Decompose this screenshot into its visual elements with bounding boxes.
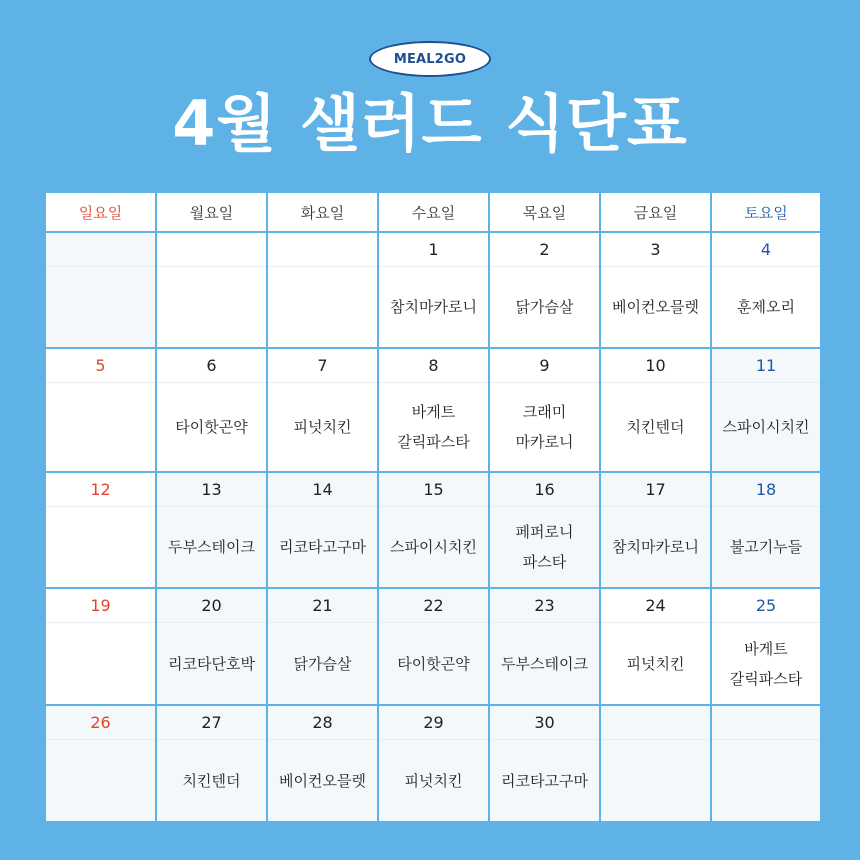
calendar-day-cell	[490, 233, 599, 347]
menu-item: 두부스테이크	[501, 654, 588, 673]
day-number: 27	[157, 706, 266, 740]
day-number: 13	[157, 473, 266, 507]
calendar-day-cell	[712, 706, 820, 821]
calendar-day-cell	[157, 589, 266, 704]
calendar-day-cell	[379, 233, 488, 347]
calendar-day-cell	[379, 706, 488, 821]
weekday-header: 금요일	[601, 193, 710, 231]
day-number: 17	[601, 473, 710, 507]
menu-item: 스파이시치킨	[390, 538, 477, 556]
menu-item: 닭가슴살	[293, 654, 352, 673]
day-number: 10	[601, 349, 710, 383]
menu-item: 페퍼로니 파스타	[515, 523, 574, 571]
calendar-day-cell	[379, 473, 488, 587]
weekday-header: 화요일	[268, 193, 377, 231]
calendar-day-cell	[157, 473, 266, 587]
menu-item: 치킨텐더	[182, 771, 241, 790]
calendar-day-cell	[712, 589, 820, 704]
menu-item: 타이핫곤약	[397, 654, 470, 673]
day-number: 6	[157, 349, 266, 383]
day-number: 14	[268, 473, 377, 507]
day-number: 24	[601, 589, 710, 623]
weekday-header: 수요일	[379, 193, 488, 231]
calendar-day-cell	[46, 233, 155, 347]
calendar-day-cell	[601, 706, 710, 821]
day-number: 30	[490, 706, 599, 740]
day-number: 12	[46, 473, 155, 507]
weekday-header: 목요일	[490, 193, 599, 231]
day-number: 25	[712, 589, 820, 623]
day-number: 15	[379, 473, 488, 507]
menu-item: 피넛치킨	[293, 418, 352, 436]
calendar-day-cell	[601, 349, 710, 471]
calendar-day-cell	[379, 589, 488, 704]
calendar-day-cell	[601, 233, 710, 347]
calendar-day-cell	[379, 349, 488, 471]
calendar-day-cell	[712, 349, 820, 471]
menu-item: 바게트 갈릭파스타	[729, 639, 803, 688]
menu-item: 베이컨오믈렛	[612, 298, 699, 316]
day-number: 1	[379, 233, 488, 267]
menu-item: 피넛치킨	[626, 654, 685, 673]
menu-item	[46, 507, 155, 587]
calendar-day-cell	[46, 706, 155, 821]
day-number	[46, 233, 155, 267]
menu-item: 리코타고구마	[279, 538, 366, 556]
day-number: 20	[157, 589, 266, 623]
menu-item	[157, 267, 266, 347]
calendar-day-cell	[46, 473, 155, 587]
calendar-day-cell	[490, 706, 599, 821]
calendar-day-cell	[490, 589, 599, 704]
day-number: 26	[46, 706, 155, 740]
calendar-day-cell	[157, 349, 266, 471]
menu-item	[46, 267, 155, 347]
day-number: 4	[712, 233, 820, 267]
calendar-day-cell	[268, 589, 377, 704]
menu-item: 참치마카로니	[390, 298, 477, 316]
day-number: 23	[490, 589, 599, 623]
menu-item: 훈제오리	[737, 298, 795, 316]
calendar-day-cell	[490, 349, 599, 471]
calendar-day-cell	[46, 349, 155, 471]
day-number: 22	[379, 589, 488, 623]
calendar-day-cell	[268, 349, 377, 471]
logo-text: MEAL2GO	[393, 51, 467, 67]
calendar-day-cell	[268, 233, 377, 347]
menu-item: 타이핫곤약	[175, 418, 248, 436]
day-number: 2	[490, 233, 599, 267]
menu-item: 리코타고구마	[501, 771, 588, 790]
day-number	[712, 706, 820, 740]
day-number: 9	[490, 349, 599, 383]
day-number: 16	[490, 473, 599, 507]
menu-item: 피넛치킨	[404, 771, 463, 790]
calendar-day-cell	[157, 233, 266, 347]
menu-item: 스파이시치킨	[722, 418, 810, 436]
menu-item: 크래미 마카로니	[515, 403, 574, 451]
day-number: 18	[712, 473, 820, 507]
calendar-day-cell	[268, 706, 377, 821]
day-number: 19	[46, 589, 155, 623]
weekday-header: 토요일	[712, 193, 820, 231]
menu-item: 두부스테이크	[168, 538, 255, 556]
day-number	[157, 233, 266, 267]
logo-badge	[369, 41, 491, 77]
day-number: 3	[601, 233, 710, 267]
day-number	[601, 706, 710, 740]
day-number: 21	[268, 589, 377, 623]
weekday-header: 월요일	[157, 193, 266, 231]
calendar-day-cell	[601, 473, 710, 587]
day-number	[268, 233, 377, 267]
menu-item: 리코타단호박	[168, 654, 255, 673]
menu-item: 참치마카로니	[612, 538, 699, 556]
menu-item	[46, 623, 155, 704]
calendar-day-cell	[157, 706, 266, 821]
calendar-day-cell	[490, 473, 599, 587]
calendar-grid	[46, 193, 814, 817]
menu-item	[46, 383, 155, 471]
day-number: 29	[379, 706, 488, 740]
calendar-day-cell	[712, 473, 820, 587]
calendar-day-cell	[601, 589, 710, 704]
menu-item	[268, 267, 377, 347]
menu-item	[712, 740, 820, 821]
page-title: 4월 샐러드 식단표	[172, 87, 688, 160]
day-number: 28	[268, 706, 377, 740]
day-number: 7	[268, 349, 377, 383]
calendar-day-cell	[46, 589, 155, 704]
calendar-day-cell	[268, 473, 377, 587]
day-number: 5	[46, 349, 155, 383]
day-number: 8	[379, 349, 488, 383]
menu-item	[46, 740, 155, 821]
menu-item: 닭가슴살	[515, 298, 574, 316]
day-number: 11	[712, 349, 820, 383]
calendar-day-cell	[712, 233, 820, 347]
menu-item: 치킨텐더	[626, 418, 685, 436]
menu-item: 불고기누들	[729, 538, 803, 556]
menu-item	[601, 740, 710, 821]
menu-item: 베이컨오믈렛	[279, 771, 366, 790]
weekday-header: 일요일	[46, 193, 155, 231]
menu-item: 바게트 갈릭파스타	[397, 403, 470, 451]
